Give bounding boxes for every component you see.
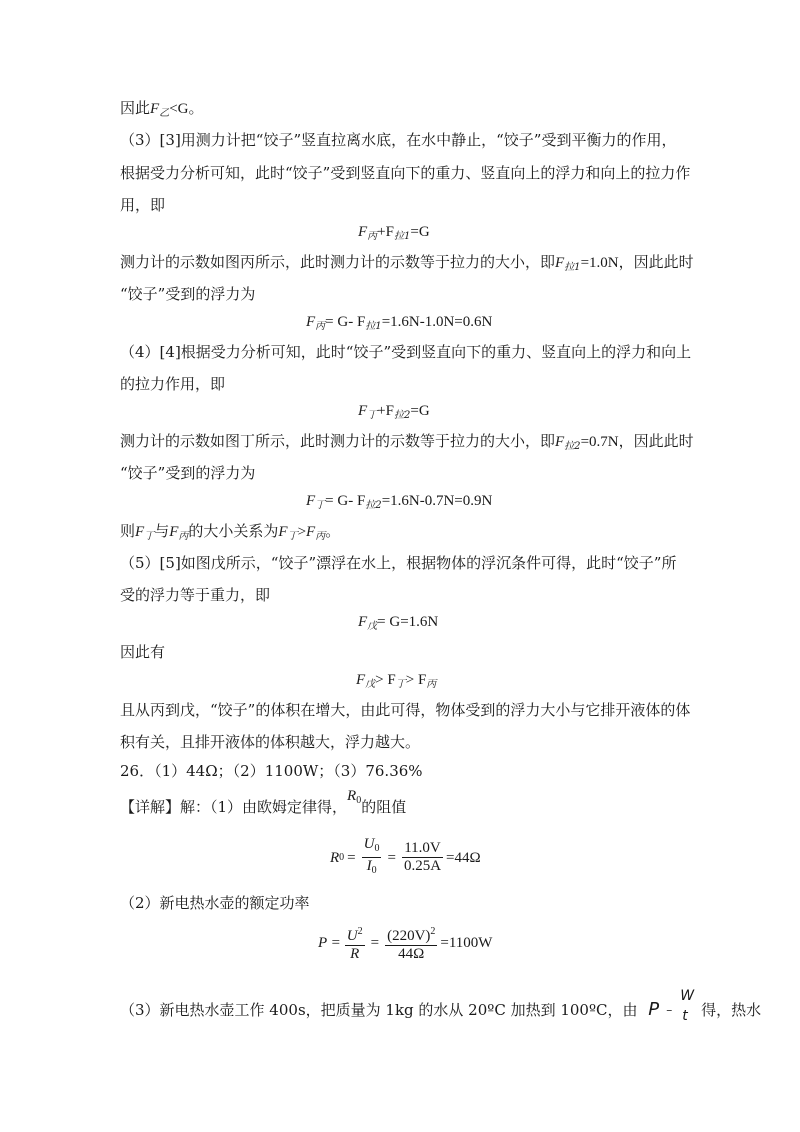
text-line: “饺子”受到的浮力为: [120, 285, 256, 303]
text-line: 因此有: [120, 643, 166, 661]
equation: $F_丁= G-$ $F_{拉2}=1.6N-0.7N=0.9N$: [306, 493, 493, 511]
equation: $F_戊> F_丁> F_丙$: [356, 672, 437, 690]
text-line: 积有关，且排开液体的体积越大，浮力越大。: [120, 733, 421, 751]
text-line: （3）[3]用测力计把“饺子”竖直拉离水底，在水中静止，“饺子”受到平衡力的作用，: [120, 131, 677, 149]
equation-power: P = $\frac{U^2}{R}$ = $\frac{(220V)^2}{44\Omega}$ =1100W: [318, 923, 492, 963]
text-line: 测力计的示数如图丙所示，此时测力计的示数等于拉力的大小，即$F_{拉1}=1.0N$，因此此时: [120, 253, 694, 273]
text-line: （2）新电热水壶的额定功率: [120, 894, 310, 912]
equation: $F_丙+F_{拉1}=G$: [358, 224, 430, 242]
text-line: 的拉力作用，即: [120, 375, 226, 393]
text-line: 因此$F_乙<G$。: [120, 99, 204, 119]
text-line: 用，即: [120, 196, 166, 214]
text-line: （3）新电热水壶工作 400s，把质量为 1kg 的水从 20ºC 加热到 100ºC，由 P – W t 得，热水: [120, 988, 762, 1024]
formula-p-w-t: P – W t: [648, 988, 695, 1024]
answer-line: 26．（1）44Ω；（2）1100W；（3）76.36%: [120, 762, 423, 780]
text-line: 测力计的示数如图丁所示，此时测力计的示数等于拉力的大小，即$F_{拉2}=0.7N$，因此此时: [120, 432, 694, 452]
text-line: 根据受力分析可知，此时“饺子”受到竖直向下的重力、竖直向上的浮力和向上的拉力作: [120, 164, 691, 182]
text-line: “饺子”受到的浮力为: [120, 464, 256, 482]
equation: $F_丙= G-$ $F_{拉1}=1.6N-1.0N=0.6N$: [306, 314, 493, 332]
text-line: 且从丙到戊，“饺子”的体积在增大，由此可得，物体受到的浮力大小与它排开液体的体: [120, 701, 691, 719]
equation: $F_丁+F_{拉2}=G$: [358, 403, 430, 421]
text-line: 则$F_丁$与$F_丙$的大小关系为$F_丁>F_丙$。: [120, 522, 341, 542]
equation: $F_戊= G=1.6N$: [358, 614, 439, 632]
equation-r0: R 0 = $\frac{U_0}{I_0}$ = $\frac{11.0V}{0.25A}$ =44Ω: [330, 836, 481, 876]
text-line: 受的浮力等于重力，即: [120, 586, 271, 604]
text-line: 【详解】解：（1）由欧姆定律得，$R_0$的阻值: [120, 788, 407, 816]
text-line: （4）[4]根据受力分析可知，此时“饺子”受到竖直向下的重力、竖直向上的浮力和向上: [120, 343, 692, 361]
text-line: （5）[5]如图戊所示，“饺子”漂浮在水上，根据物体的浮沉条件可得，此时“饺子”所: [120, 554, 677, 572]
